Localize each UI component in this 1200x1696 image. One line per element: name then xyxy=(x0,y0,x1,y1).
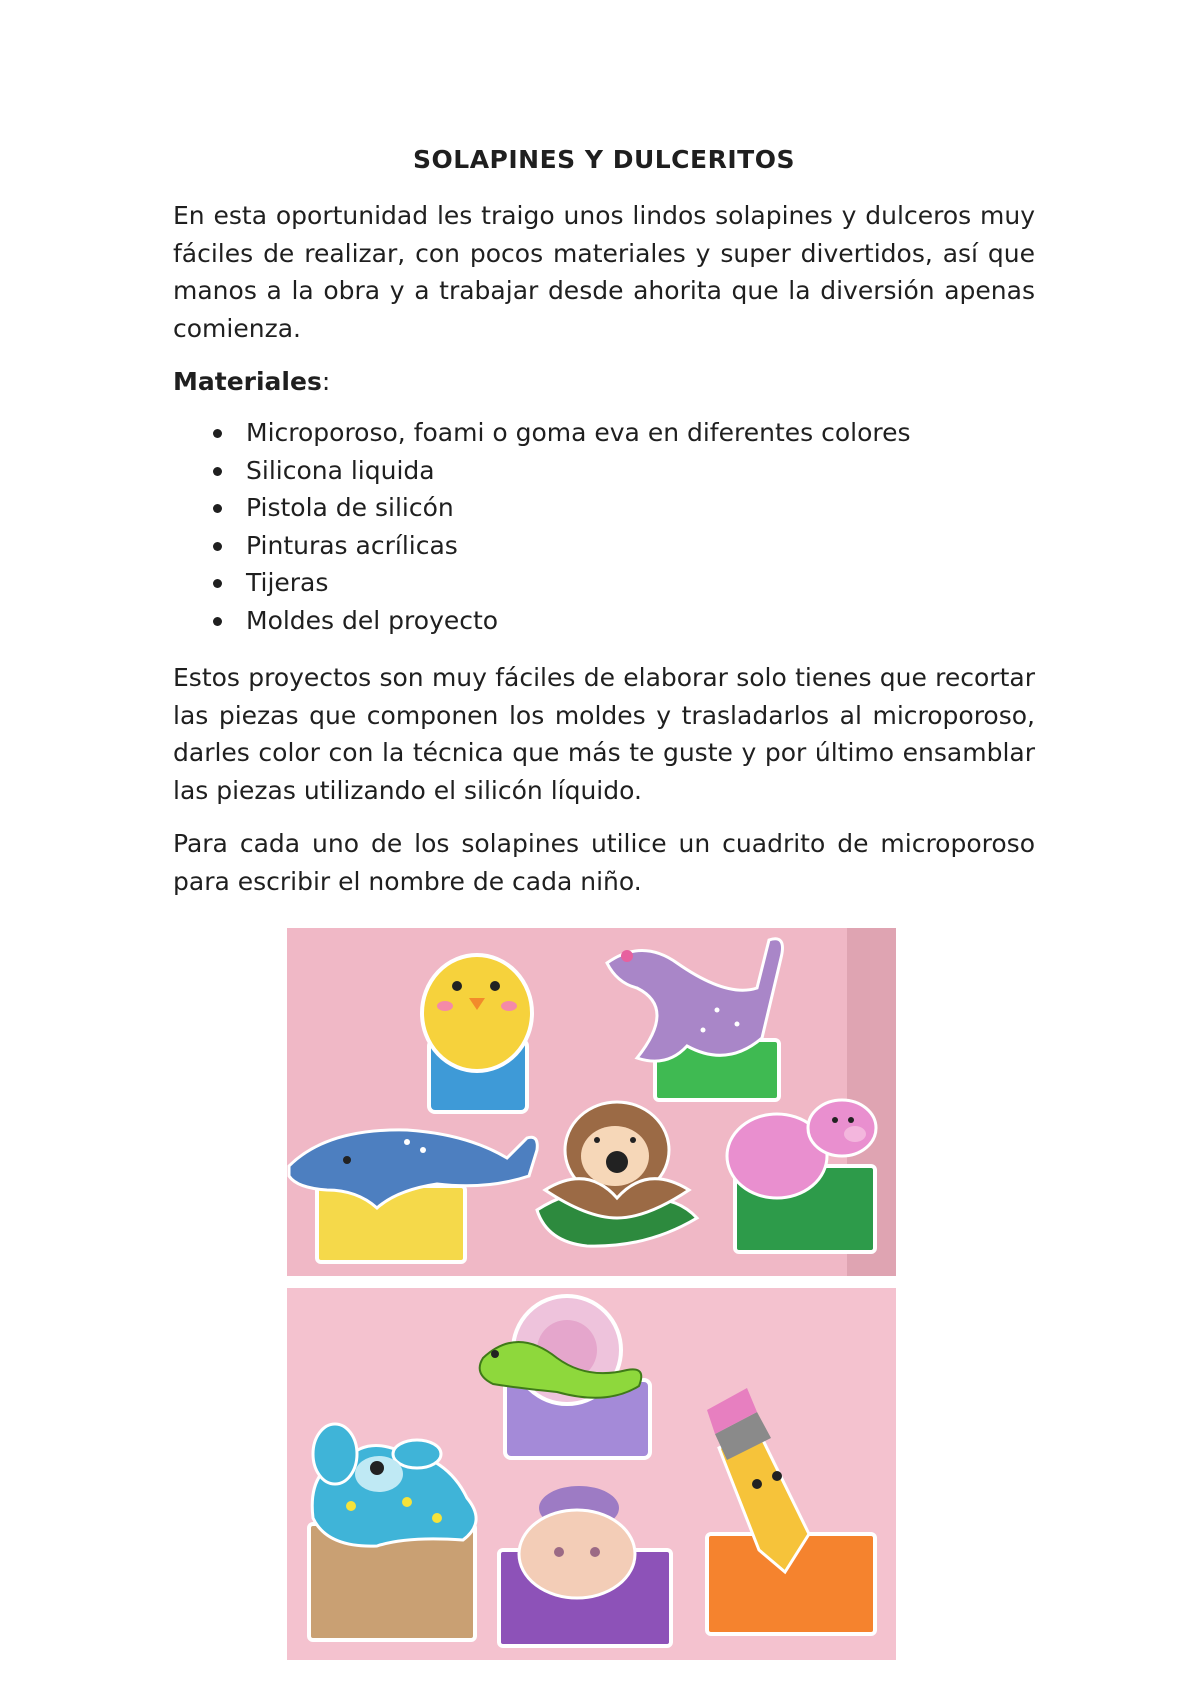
pig-badge-icon xyxy=(727,1100,876,1252)
material-text: Pinturas acrílicas xyxy=(246,530,458,560)
list-item xyxy=(173,564,911,602)
craft-photo-animals xyxy=(287,928,896,1276)
list-item xyxy=(173,602,911,640)
document-title: SOLAPINES Y DULCERITOS xyxy=(413,145,795,174)
material-text: Moldes del proyecto xyxy=(246,605,499,635)
intro-paragraph: En esta oportunidad les traigo unos lindos solapines y dulceros muy fáciles de realizar, con pocos materiales y super divertidos, así que manos a la obra y a trabajar desde ahorita que la diversión apenas comienza. xyxy=(173,201,1035,343)
bullet-icon xyxy=(213,579,222,588)
craft-photo-animals-illustration xyxy=(287,928,896,1276)
bullet-icon xyxy=(213,467,222,476)
steps-paragraph: Estos proyectos son muy fáciles de elaborar solo tienes que recortar las piezas que componen los moldes y trasladarlos al microporoso, darles color con la técnica que más te guste y por último ensamblar las piezas utilizando el silicón líquido. xyxy=(173,663,1035,805)
materials-heading-colon: : xyxy=(321,367,331,396)
craft-photo-badges-illustration xyxy=(287,1288,896,1660)
material-text: Silicona liquida xyxy=(246,455,435,485)
bullet-icon xyxy=(213,542,222,551)
material-text: Pistola de silicón xyxy=(246,493,454,522)
bullet-icon xyxy=(213,617,222,626)
craft-photo-badges xyxy=(287,1288,896,1660)
chick-badge-icon xyxy=(422,955,532,1112)
list-item xyxy=(173,452,911,490)
list-item xyxy=(173,489,911,527)
material-text: Tijeras xyxy=(246,568,329,597)
names-paragraph: Para cada uno de los solapines utilice un cuadrito de microporoso para escribir el nombre de cada niño. xyxy=(173,829,1035,896)
bullet-icon xyxy=(213,429,222,438)
material-text: Microporoso, foami o goma eva en diferentes colores xyxy=(246,418,911,447)
bullet-icon xyxy=(213,504,222,513)
materials-heading-label: Materiales xyxy=(173,367,322,396)
list-item xyxy=(173,527,911,565)
list-item xyxy=(173,414,911,452)
materials-list xyxy=(173,414,911,639)
materials-heading xyxy=(173,367,330,396)
